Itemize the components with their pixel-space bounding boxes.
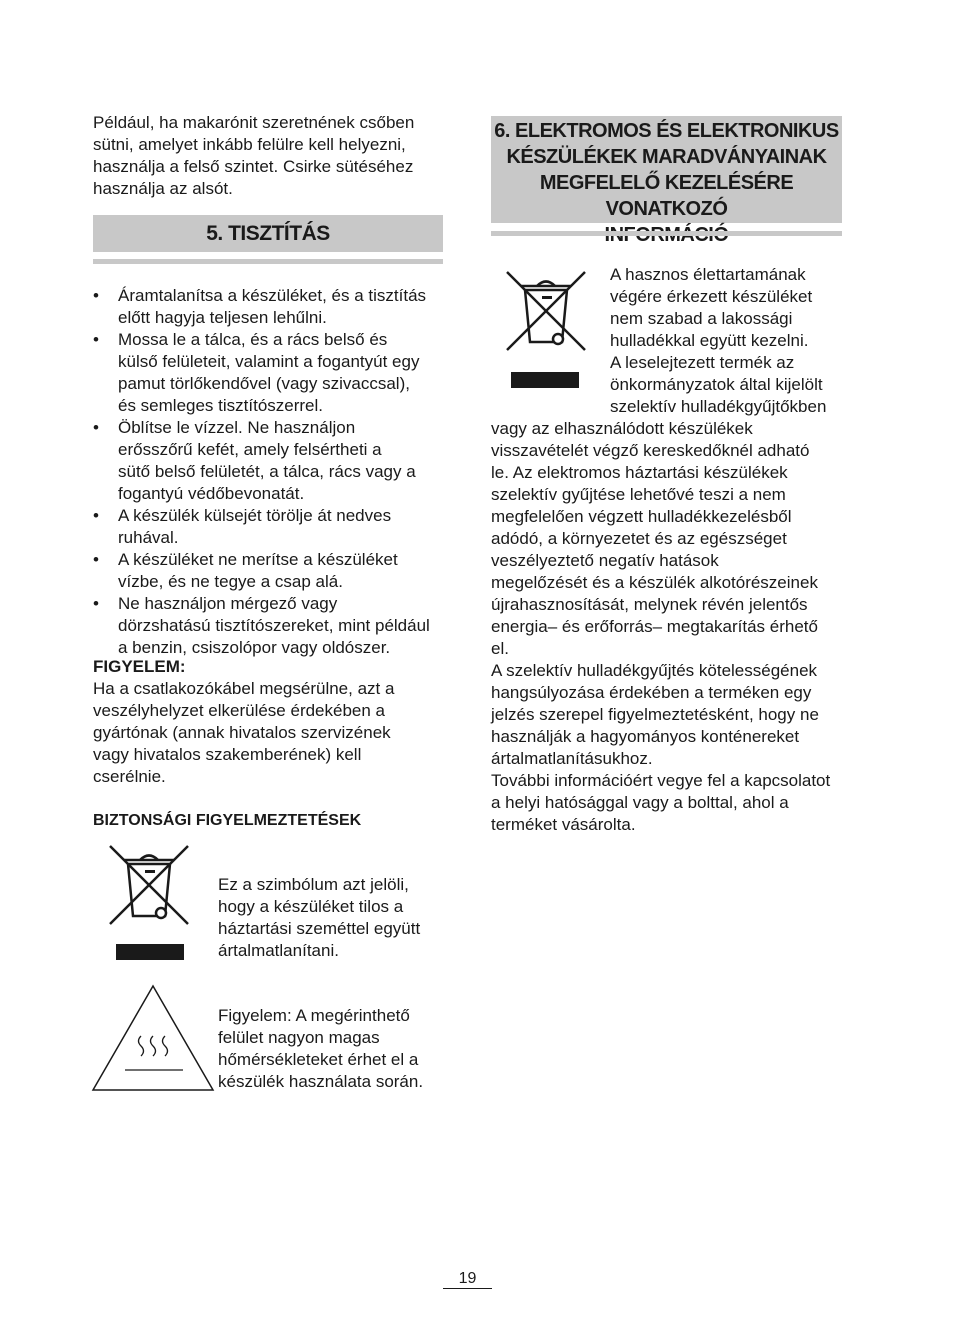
section-6-heading-line: KÉSZÜLÉKEK MARADVÁNYAINAK [506,146,827,168]
hot-line: Figyelem: A megérinthető [218,1006,410,1025]
section-5-heading: 5. TISZTÍTÁS [93,215,443,252]
weee-line: megelőzését és a készülék alkotórészeinek [491,573,818,592]
bin-line: hogy a készüléket tilos a [218,897,404,916]
intro-line: sütni, amelyet inkább felülre kell helyezni, [93,135,406,154]
weee-line: el. [491,639,509,658]
hot-line: hőmérsékleteket érhet el a [218,1050,419,1069]
weee-line: adódó, a környezetet és az egészséget [491,529,787,548]
intro-paragraph [93,112,445,200]
weee-line: hangsúlyozása érdekében a terméken egy [491,683,812,702]
weee-line: terméket vásárolta. [491,815,636,834]
weee-line: használják a hagyományos konténereket [491,727,800,746]
weee-line: vagy az elhasználódott készülékek [491,419,753,438]
list-item-line: vízbe, és ne tegye a csap alá. [118,572,343,591]
list-item-line: pamut törlőkendővel (vagy szivaccsal), [118,374,410,393]
warning-line: Ha a csatlakozókábel megsérülne, azt a [93,679,395,698]
weee-line: energia– és erőforrás– megtakarítás érhető [491,617,818,636]
weee-line: megfelelően végzett hulladékkezelésből [491,507,792,526]
list-item-line: a benzin, csiszolópor vagy oldószer. [118,638,391,657]
hot-line: felület nagyon magas [218,1028,380,1047]
warning-text [93,678,433,788]
weee-line: újrahasznosítását, melynek révén jelentős [491,595,808,614]
list-item [93,285,447,329]
warning-line: veszélyhelyzet elkerülése érdekében a [93,701,386,720]
warning-line: cserélnie. [93,767,166,786]
weee-line: önkormányzatok által kijelölt [610,375,823,394]
section-6-heading [491,116,842,223]
weee-line: veszélyeztető negatív hatások [491,551,719,570]
hot-surface-text [218,1005,448,1093]
weee-line: szelektív gyűjtése lehetővé teszi a nem [491,485,786,504]
weee-line: végére érkezett készüléket [610,287,813,306]
safety-warnings-title: BIZTONSÁGI FIGYELMEZTETÉSEK [93,812,362,829]
section-6-heading-line: MEGFELELŐ KEZELÉSÉRE VONATKOZÓ [539,172,794,220]
weee-line: jelzés szerepel figyelmeztetésként, hogy ne [491,705,819,724]
bin-line: Ez a szimbólum azt jelöli, [218,875,409,894]
list-item [93,417,447,505]
list-item [93,549,447,593]
page-number: 19 [458,1270,477,1287]
weee-line: További információért vegye fel a kapcsolatot [491,771,831,790]
weee-intro-text [610,264,845,418]
list-item-line: előtt hagyja teljesen lehűlni. [118,308,327,327]
weee-line: le. Az elektromos háztartási készülékek [491,463,788,482]
list-item-line: • Ne használjon mérgező vagy [118,594,338,613]
warning-title: FIGYELEM: [93,657,186,676]
list-item-line: erősszőrű kefét, amely felsértheti a [118,440,382,459]
list-item-line: és semleges tisztítószerrel. [118,396,324,415]
weee-line: hulladékkal együtt kezelni. [610,331,809,350]
hot-line: készülék használata során. [218,1072,424,1091]
list-item-line: • A készülék külsejét törölje át nedves [118,506,392,525]
list-item-line: sütő belső felületét, a tálca, rács vagy a [118,462,416,481]
list-item-line: • Áramtalanítsa a készüléket, és a tisztítás [118,286,427,305]
list-item-line: külső felületeit, valamint a fogantyút egy [118,352,420,371]
list-item [93,329,447,417]
hot-surface-icon [91,984,215,1092]
section-6-heading-line: 6. ELEKTROMOS ÉS ELEKTRONIKUS [494,120,839,142]
weee-line: visszavételét végző kereskedőknél adható [491,441,810,460]
weee-body-text [491,418,845,836]
section-5-rule [93,259,443,264]
crossed-out-bin-icon [503,268,589,390]
list-item [93,593,447,659]
warning-line: gyártónak (annak hivatalos szervizének [93,723,391,742]
intro-line: használja a felső szintet. Csirke sütéséhez [93,157,414,176]
list-item-line: ruhával. [118,528,179,547]
weee-line: A hasznos élettartamának [610,265,806,284]
bin-line: ártalmatlanítani. [218,941,339,960]
bin-line: háztartási szeméttel együtt [218,919,421,938]
weee-line: A szelektív hulladékgyűjtés kötelességének [491,661,818,680]
weee-line: A leselejtezett termék az [610,353,795,372]
intro-line: használja az alsót. [93,179,233,198]
weee-line: szelektív hulladékgyűjtőkben [610,397,827,416]
list-item-line: fogantyú védőbevonatát. [118,484,305,503]
list-item-line: dörzshatású tisztítószereket, mint például [118,616,430,635]
list-item-line: • A készüléket ne merítse a készüléket [118,550,398,569]
weee-line: nem szabad a lakossági [610,309,793,328]
list-item [93,505,447,549]
list-item-line: • Öblítse le vízzel. Ne használjon [118,418,356,437]
weee-line: a helyi hatósággal vagy a bolttal, ahol a [491,793,789,812]
warning-line: vagy hivatalos szakemberének) kell [93,745,362,764]
weee-line: ártalmatlanításukhoz. [491,749,653,768]
list-item-line: • Mossa le a tálca, és a rács belső és [118,330,388,349]
intro-line: Például, ha makarónit szeretnének csőben [93,113,415,132]
section-6-rule [491,231,842,236]
bin-symbol-text [218,874,448,962]
page-number-underline [443,1288,492,1289]
cleaning-list [93,285,447,659]
crossed-out-bin-icon [106,842,192,962]
